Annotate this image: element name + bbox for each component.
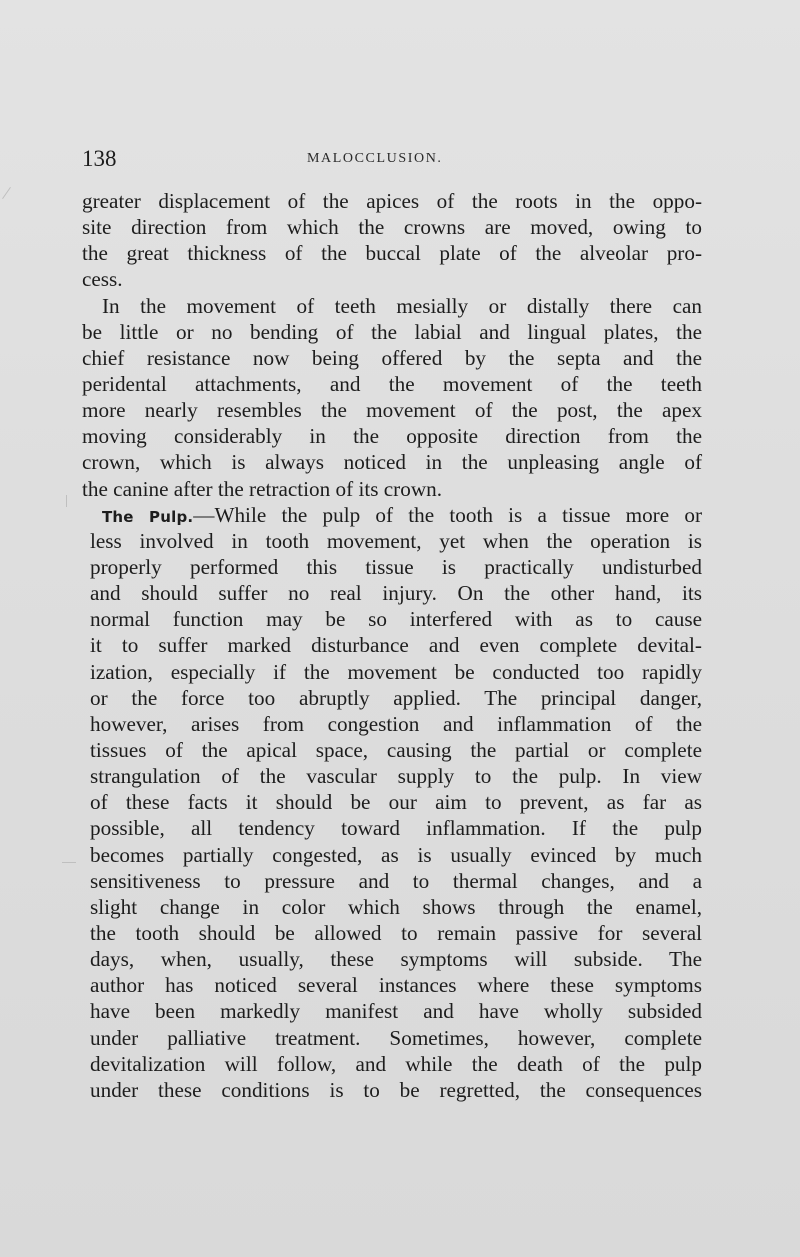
text-line: author has noticed several instances where these symptoms	[90, 973, 702, 998]
text-line-continuation: —While the pulp of the tooth is a tissue more or	[193, 502, 703, 527]
section-label: The Pulp.	[102, 507, 194, 526]
text-line: becomes partially congested, as is usually evinced by much	[90, 842, 702, 867]
text-line: devitalization will follow, and while the death of the pulp	[90, 1051, 702, 1076]
text-line: ization, especially if the movement be conducted too rapidly	[90, 659, 702, 684]
text-line: tissues of the apical space, causing the partial or complete	[90, 737, 702, 762]
text-line: sensitiveness to pressure and to thermal changes, and a	[90, 868, 702, 893]
text-line	[82, 502, 702, 528]
page-number: 138	[82, 146, 117, 171]
text-line: days, when, usually, these symptoms will subside. The	[90, 947, 702, 972]
text-line: greater displacement of the apices of the roots in the oppo-	[82, 189, 702, 213]
text-line: or the force too abruptly applied. The principal danger,	[90, 685, 702, 710]
text-line: possible, all tendency toward inflammation. If the pulp	[90, 816, 702, 841]
text-line: be little or no bending of the labial and lingual plates, the	[82, 319, 702, 344]
text-line: more nearly resembles the movement of the post, the apex	[82, 398, 702, 423]
text-line: it to suffer marked disturbance and even complete devital-	[90, 633, 702, 658]
text-line: cess.	[82, 267, 123, 292]
text-line: under palliative treatment. Sometimes, however, complete	[90, 1025, 702, 1050]
margin-mark	[66, 495, 67, 507]
text-line: chief resistance now being offered by the septa and the	[82, 345, 702, 370]
text-line: the great thickness of the buccal plate of the alveolar pro-	[82, 241, 702, 266]
text-line: the canine after the retraction of its crown.	[82, 476, 443, 501]
text-line: and should suffer no real injury. On the other hand, its	[90, 581, 702, 606]
text-line: crown, which is always noticed in the unpleasing angle of	[82, 450, 702, 475]
text-line: have been markedly manifest and have wholly subsided	[90, 999, 702, 1024]
text-line: less involved in tooth movement, yet when the operation is	[90, 528, 702, 553]
text-line: normal function may be so interfered with as to cause	[90, 607, 702, 632]
text-line: properly performed this tissue is practically undisturbed	[90, 554, 702, 579]
text-line: peridental attachments, and the movement of the teeth	[82, 371, 702, 396]
text-line: the tooth should be allowed to remain passive for several	[90, 920, 702, 945]
text-line: site direction from which the crowns are moved, owing to	[82, 215, 702, 240]
body-text	[82, 188, 702, 1103]
running-head: MALOCCLUSION.	[307, 151, 443, 166]
text-line: however, arises from congestion and inflammation of the	[90, 711, 702, 736]
margin-mark	[2, 187, 11, 199]
text-line: under these conditions is to be regretted, the consequences	[90, 1077, 702, 1102]
text-line: In the movement of teeth mesially or distally there can	[102, 293, 702, 318]
text-line: strangulation of the vascular supply to the pulp. In view	[90, 764, 702, 789]
text-line: moving considerably in the opposite direction from the	[82, 424, 702, 449]
text-line: slight change in color which shows through the enamel,	[90, 894, 702, 919]
margin-mark	[62, 862, 76, 863]
page-header	[82, 146, 692, 176]
text-line: of these facts it should be our aim to prevent, as far as	[90, 790, 702, 815]
